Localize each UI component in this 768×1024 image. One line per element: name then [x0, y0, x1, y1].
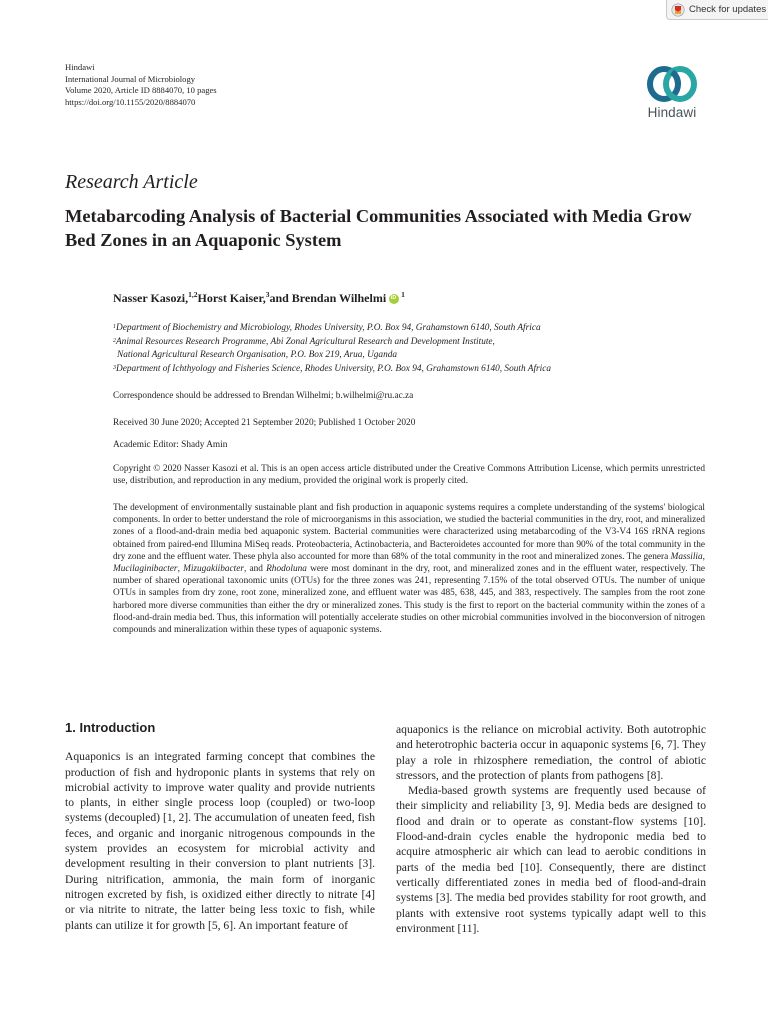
hindawi-logo[interactable] — [637, 64, 707, 134]
publisher-name: Hindawi — [65, 62, 95, 72]
copyright-notice: Copyright © 2020 Nasser Kasozi et al. This is an open access article distributed under the Creative Commons Attribution License, which permits unrestricted use, distribution, and reproduction in any medium, provided the original work is properly cited. — [113, 464, 705, 487]
author-name[interactable]: and Brendan Wilhelmi — [269, 291, 387, 305]
body-column-right — [396, 722, 706, 936]
check-for-updates-button[interactable] — [666, 0, 768, 20]
article-type: Research Article — [65, 171, 198, 193]
academic-editor: Academic Editor: Shady Amin — [113, 440, 228, 450]
hindawi-rings-icon — [646, 64, 698, 104]
author-affil-ref: 1,2 — [188, 290, 198, 299]
section-heading: 1. Introduction — [65, 720, 156, 735]
affiliation: National Agricultural Research Organisation, P.O. Box 219, Arua, Uganda — [117, 350, 398, 361]
genus-name: Massilia — [670, 551, 703, 562]
paragraph: Media-based growth systems are frequently used because of their simplicity and reliability [3, 9]. Media beds are designed to flood and drain or to operate as constant-flow systems [10]. Flood-and-drain cycles enable the hydroponic media bed to acquire atmospheric air which can lead to aerobic conditions in parts of the media bed [10]. Consequently, there are distinct vertically differentiated zones in media bed of flood-and-drain systems [3]. The media bed provides stability for root growth, and plants with extensive root systems typically adapt well to this environment [11]. — [396, 784, 706, 935]
affiliation: $^3$Department of Ichthyology and Fisheries Science, Rhodes University, P.O. Box 94, Grahamstown 6140, South Africa — [113, 363, 551, 374]
article-title: Metabarcoding Analysis of Bacterial Communities Associated with Media Grow Bed Zones in an Aquaponic System — [65, 206, 692, 250]
check-for-updates-label: Check for updates — [689, 4, 767, 15]
volume-info: Volume 2020, Article ID 8884070, 10 pages — [65, 85, 217, 96]
author-name[interactable]: Horst Kaiser, — [197, 291, 266, 305]
affiliations — [113, 322, 551, 376]
genus-name: Rhodoluna — [266, 564, 307, 575]
orcid-icon[interactable] — [389, 294, 399, 304]
author-affil-ref: 3 — [265, 290, 270, 299]
paragraph: Aquaponics is an integrated farming concept that combines the production of fish and hydroponic plants in systems that rely on microbial activity to improve water quality and provide nutrients to plants, in either single process loop (coupled) or two-loop systems (decoupled) [1, 2]. The accumulation of uneaten feed, fish feces, and organic and inorganic nitrogenous compounds in the system provides an ecosystem for microbial activity and development resulting in their conversion to plant nutrients [3]. During nitrification, ammonia, the main form of inorganic nitrogen excreted by fish, is oxidized either directly to nitrate [4] or via nitrite to nitrate, the latter being less toxic to fish, while plants can utilize it for growth [5, 6]. An important feature of — [65, 750, 375, 932]
author-name[interactable]: Nasser Kasozi, — [113, 291, 189, 305]
abstract: The development of environmentally sustainable plant and fish production in aquaponic systems requires a complete understanding of the systems' biological components. In order to better understand the role of microorganisms in this association, we studied the bacterial communities in the dry, root, and mineralized zones of a flood-and-drain media bed aquaponic system. Bacterial communities were characterized using metabarcoding of the V3-V4 16S rRNA regions obtained from paired-end Illumina MiSeq reads. Proteobacteria, Actinobacteria, and Bacteroidetes accounted for more than 90% of the total community in the dry zone and the effluent water. These phyla also accounted for more than 68% of the total community in the root and mineralized zones. The genera Massilia, Mucilaginibacter, Mizugakiibacter, and Rhodoluna were most dominant in the dry, root, and mineralized zones and in the effluent water, respectively. The number of shared operational taxonomic units (OTUs) for the three zones was 241, representing 7.15% of the total observed OTUs. The number of unique OTUs in samples from dry zone, root zone, mineralized zone, and effluent water was 485, 638, 445, and 383, respectively. The samples from the root zone harbored more diverse communities than either the dry or mineralized zones. This study is the first to report on the bacterial community within the zones of a flood-and-drain media bed. Thus, this information will potentially accelerate studies on other microbial communities involved in the bioconversion of nitrogen compounds and mineralization within these types of aquaponic systems. — [113, 503, 705, 636]
author-affil-ref: 1 — [401, 290, 405, 299]
affiliation: $^2$Animal Resources Research Programme, Abi Zonal Agricultural Research and Development Institute, — [113, 336, 495, 347]
genus-name: Mizugakiibacter — [183, 564, 245, 575]
body-column-left — [65, 720, 375, 933]
journal-meta — [65, 62, 217, 108]
doi-link[interactable]: https://doi.org/10.1155/2020/8884070 — [65, 96, 196, 107]
affiliation: $^1$Department of Biochemistry and Microbiology, Rhodes University, P.O. Box 94, Grahamstown 6140, South Africa — [113, 323, 541, 333]
crossmark-icon — [671, 3, 685, 17]
journal-name: International Journal of Microbiology — [65, 73, 196, 84]
hindawi-logo-text: Hindawi — [647, 105, 697, 120]
genus-name: Mucilaginibacter — [113, 564, 178, 575]
author-list — [113, 291, 405, 306]
correspondence: Correspondence should be addressed to Brendan Wilhelmi; b.wilhelmi@ru.ac.za — [113, 391, 414, 401]
article-dates: Received 30 June 2020; Accepted 21 September 2020; Published 1 October 2020 — [113, 418, 416, 428]
paragraph: aquaponics is the reliance on microbial activity. Both autotrophic and heterotrophic bacteria occur in aquaponic systems [6, 7]. They play a role in rhizosphere remediation, the control of abiotic stressors, and the protection of plants from pathogens [8]. — [396, 723, 706, 782]
